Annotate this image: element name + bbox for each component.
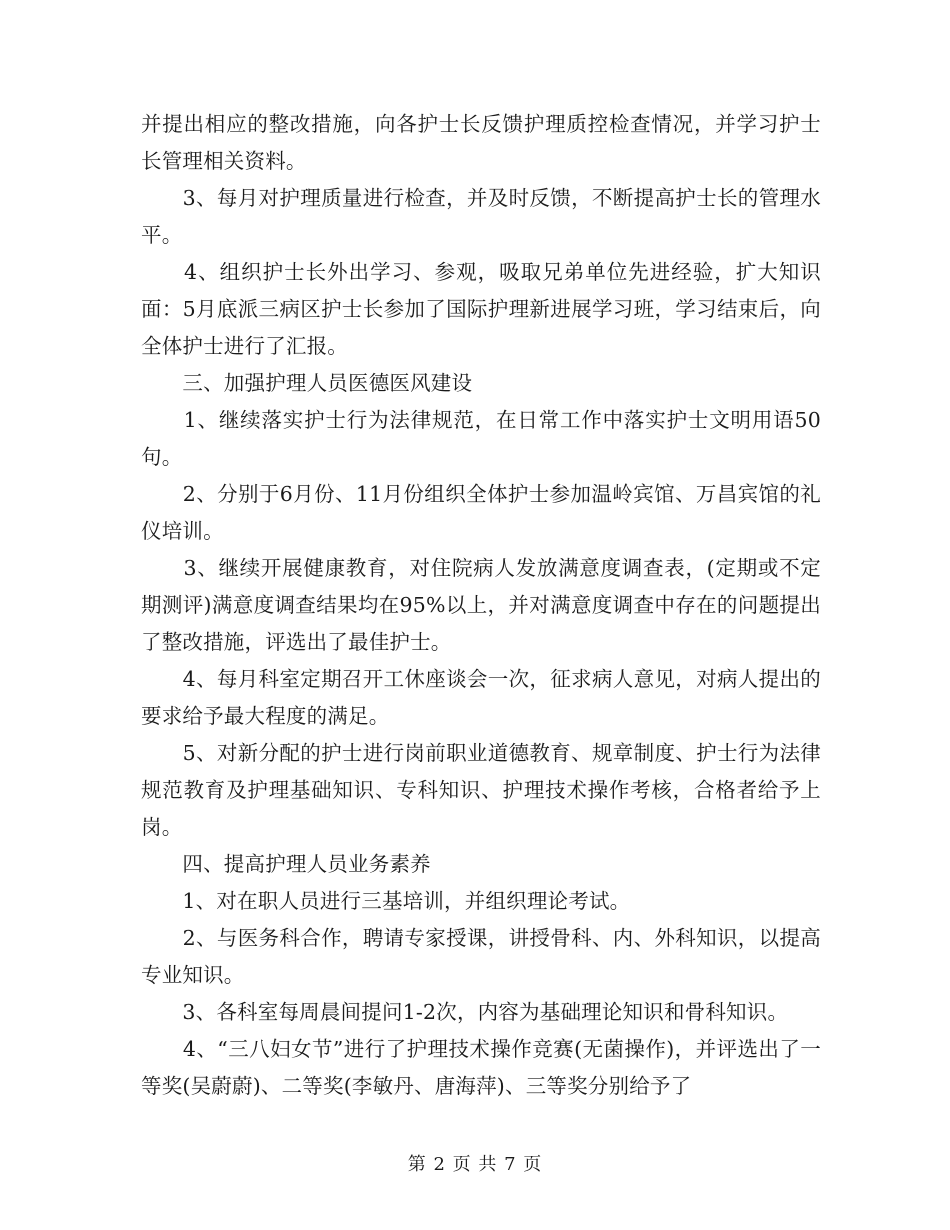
document-body	[141, 106, 821, 1105]
paragraph: 2、与医务科合作，聘请专家授课，讲授骨科、内、外科知识，以提高专业知识。	[141, 926, 821, 987]
paragraph: 1、对在职人员进行三基培训，并组织理论考试。	[141, 889, 631, 913]
paragraph: 4、“三八妇女节”进行了护理技术操作竞赛(无菌操作)，并评选出了一等奖(吴蔚蔚)、二等奖(李敏丹、唐海萍)、三等奖分别给予了	[141, 1037, 821, 1098]
paragraph: 并提出相应的整改措施，向各护士长反馈护理质控检查情况，并学习护士长管理相关资料。	[141, 112, 821, 173]
paragraph: 5、对新分配的护士进行岗前职业道德教育、规章制度、护士行为法律规范教育及护理基础知识、专科知识、护理技术操作考核，合格者给予上岗。	[141, 741, 821, 839]
paragraph: 4、组织护士长外出学习、参观，吸取兄弟单位先进经验，扩大知识面：5月底派三病区护士长参加了国际护理新进展学习班，学习结束后，向全体护士进行了汇报。	[141, 260, 821, 358]
paragraph: 4、每月科室定期召开工休座谈会一次，征求病人意见，对病人提出的要求给予最大程度的满足。	[141, 667, 821, 728]
section-heading: 三、加强护理人员医德医风建设	[141, 371, 473, 395]
paragraph: 1、继续落实护士行为法律规范，在日常工作中落实护士文明用语50句。	[141, 408, 821, 469]
paragraph: 2、分别于6月份、11月份组织全体护士参加温岭宾馆、万昌宾馆的礼仪培训。	[141, 482, 821, 543]
page-number-footer: 第 2 页 共 7 页	[407, 1154, 543, 1175]
section-heading: 四、提高护理人员业务素养	[141, 852, 431, 876]
paragraph: 3、继续开展健康教育，对住院病人发放满意度调查表，(定期或不定期测评)满意度调查结果均在95%以上，并对满意度调查中存在的问题提出了整改措施，评选出了最佳护士。	[141, 556, 821, 654]
paragraph: 3、每月对护理质量进行检查，并及时反馈，不断提高护士长的管理水平。	[141, 186, 821, 247]
paragraph: 3、各科室每周晨间提问1-2次，内容为基础理论知识和骨科知识。	[141, 1000, 789, 1024]
